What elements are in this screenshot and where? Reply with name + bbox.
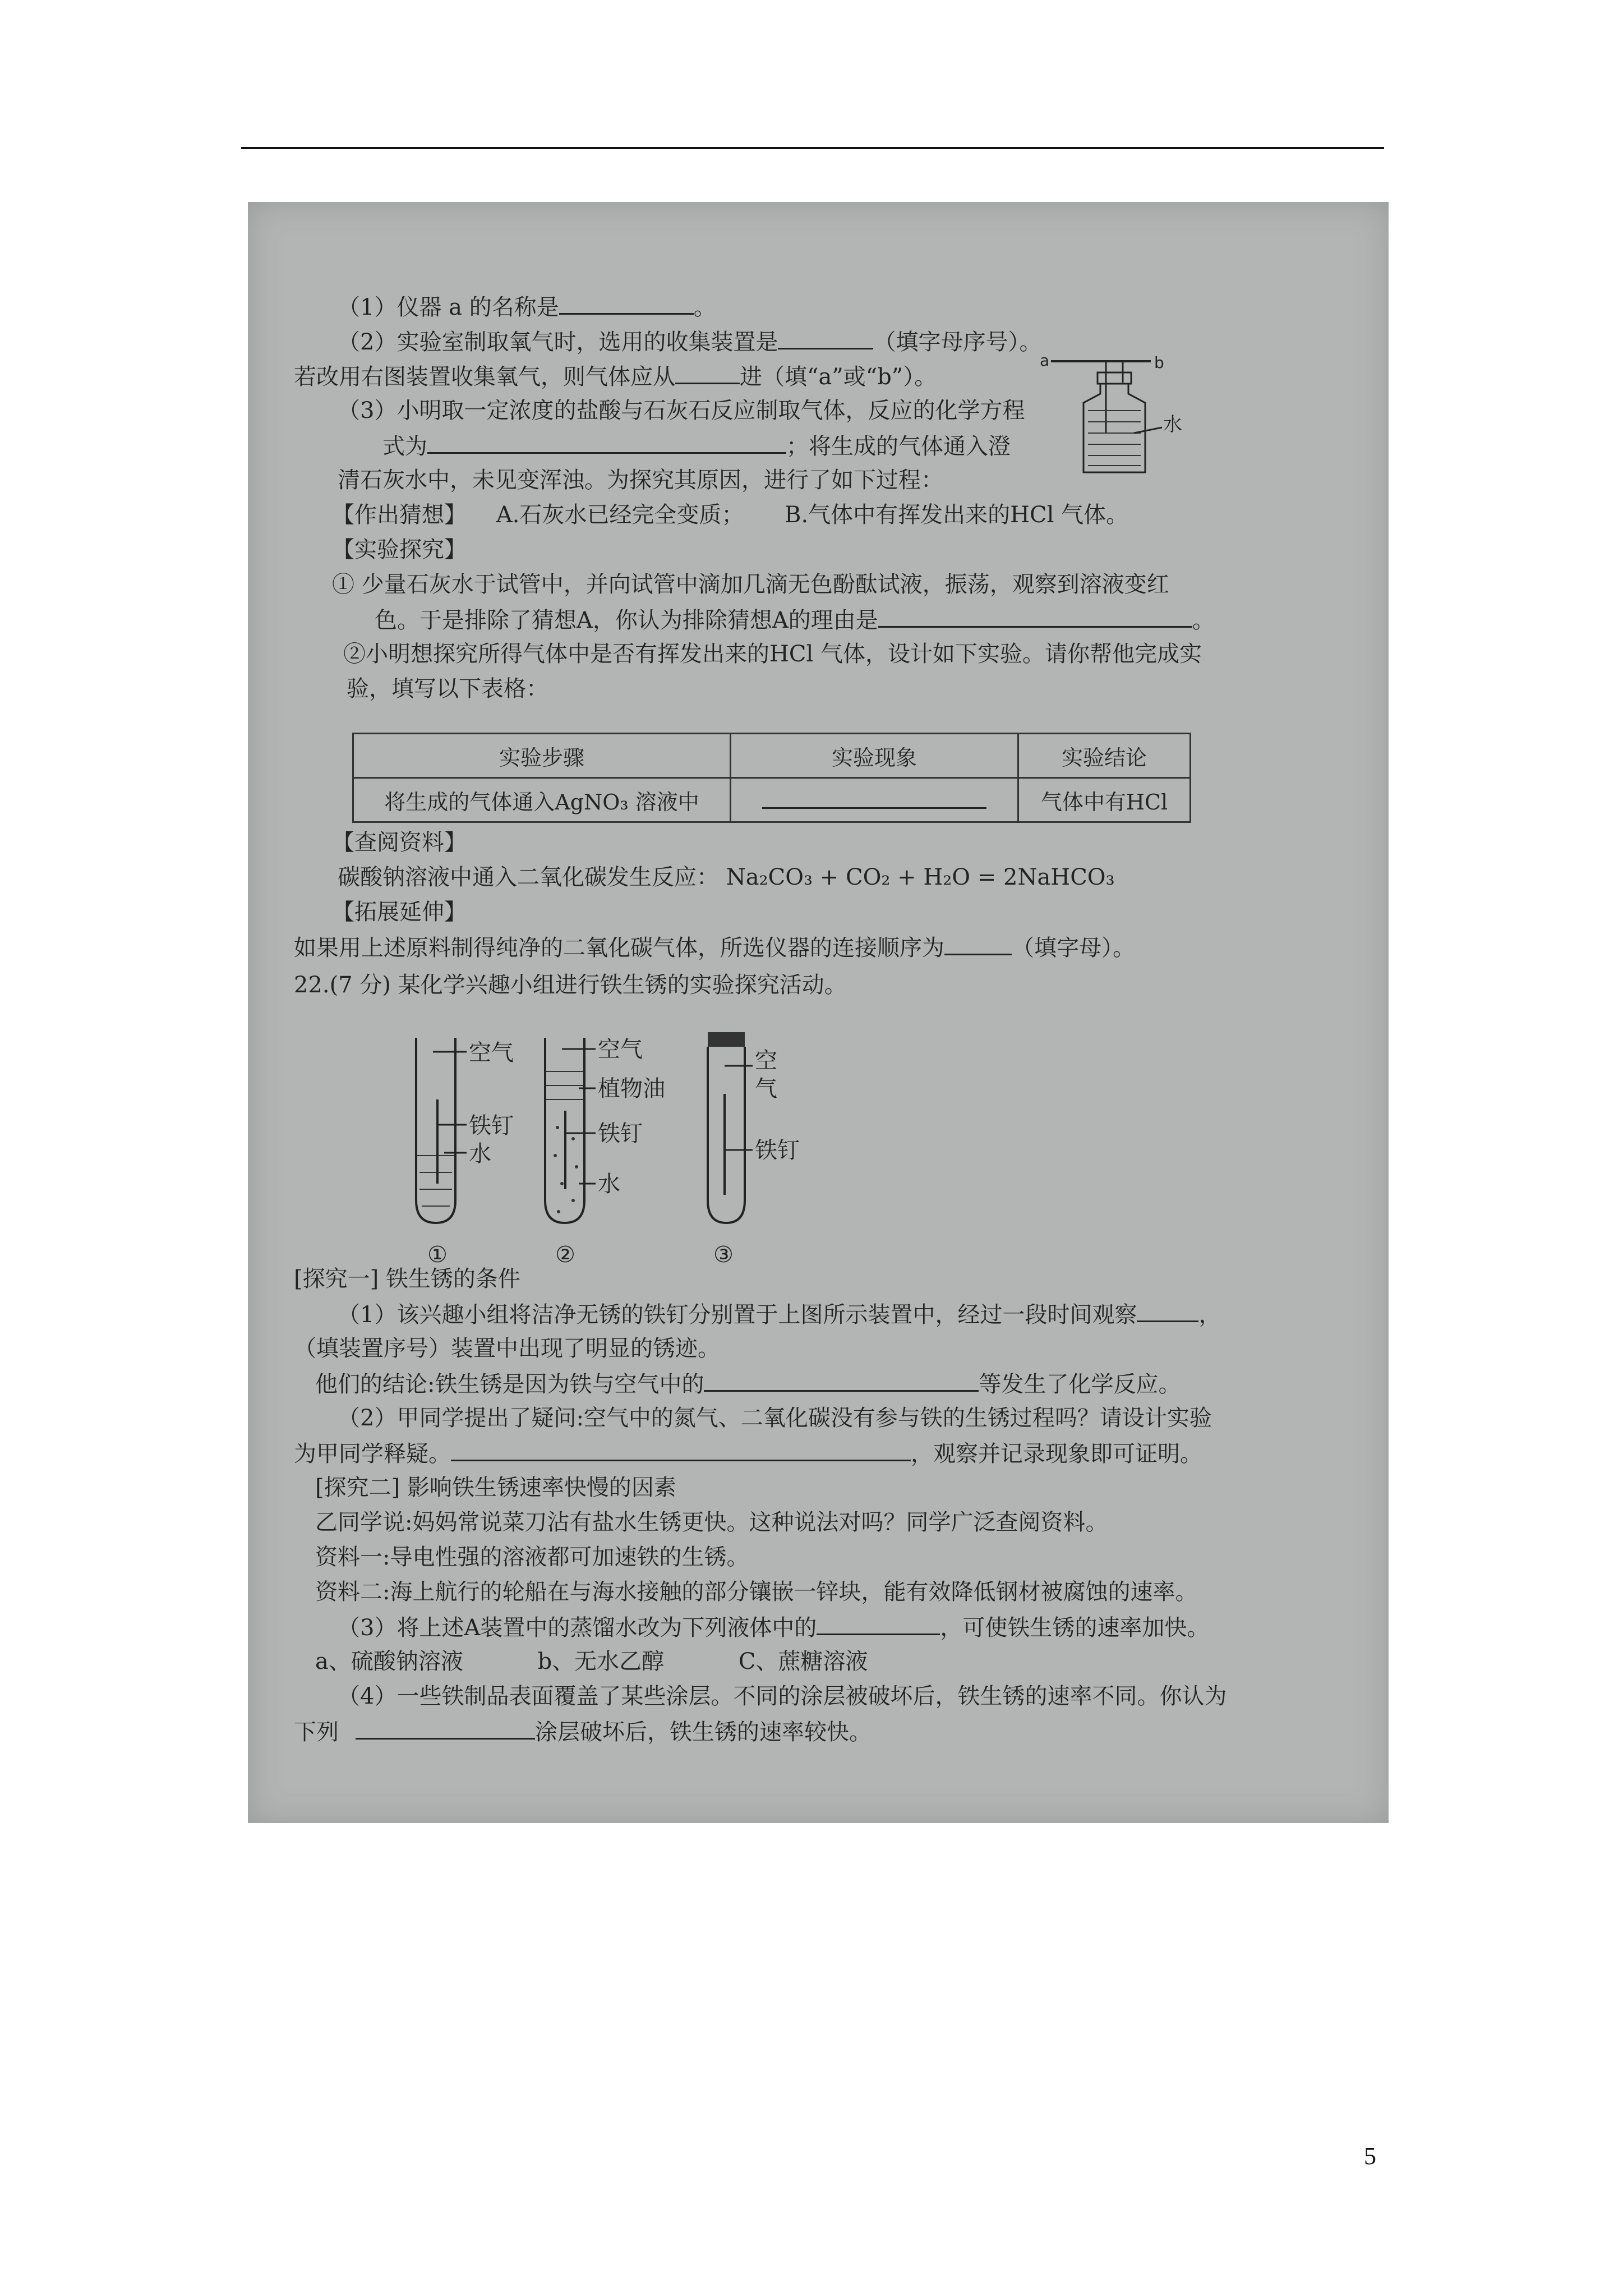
q21-part2b <box>294 361 937 392</box>
s1-part2 <box>338 1404 1212 1433</box>
guess-heading: 【作出猜想】 <box>332 502 467 528</box>
explore-step1b-end: 。 <box>1192 608 1215 633</box>
s1-part1c-text: 他们的结论:铁生锈是因为铁与空气中的 <box>315 1372 704 1397</box>
ref-heading <box>332 828 467 857</box>
explore-step2b <box>347 674 548 703</box>
header-rule <box>241 147 1384 149</box>
ext-heading-text: 【拓展延伸】 <box>332 899 467 925</box>
guess-b: B.气体中有挥发出来的HCl 气体。 <box>785 502 1129 528</box>
tube-1-water-label: 水 <box>469 1141 491 1167</box>
s2-part4b-end: 涂层破坏后，铁生锈的速率较快。 <box>535 1719 872 1745</box>
tube-3-air-label-2: 气 <box>755 1076 777 1102</box>
s2-part3 <box>338 1612 1209 1642</box>
water-label: 水 <box>1163 413 1182 436</box>
q21-part2-end: （填字母序号）。 <box>873 329 1042 355</box>
s1-part2-text: （2）甲同学提出了疑问:空气中的氮气、二氧化碳没有参与铁的生锈过程吗？请设计实验 <box>338 1405 1212 1431</box>
explore-step1b-text: 色。于是排除了猜想A，你认为排除猜想A的理由是 <box>375 608 878 633</box>
answer-blank <box>762 786 986 809</box>
tube-2-air-label: 空气 <box>598 1037 643 1062</box>
q21-part3c <box>338 466 943 495</box>
q21-part3 <box>338 396 1025 425</box>
q22-title-text: 22.(7 分) 某化学兴趣小组进行铁生锈的实验探究活动。 <box>294 972 847 998</box>
s1-part1 <box>338 1299 1221 1329</box>
tube-2-nail-label: 铁钉 <box>598 1121 643 1147</box>
bottle-stopper <box>1098 372 1131 384</box>
tube-3-number: ③ <box>713 1242 734 1268</box>
explore-step2b-text: 验，填写以下表格： <box>347 676 548 702</box>
answer-blank <box>878 605 1192 628</box>
q21-part3c-text: 清石灰水中，未见变浑浊。为探究其原因，进行了如下过程： <box>338 467 943 493</box>
s2-part3-end: ，可使铁生锈的速率加快。 <box>940 1615 1210 1641</box>
explore-heading-text: 【实验探究】 <box>332 537 467 563</box>
tube-2-oil <box>546 1071 583 1099</box>
s2-line-c <box>315 1577 1197 1607</box>
explore-step2 <box>343 639 1202 669</box>
s1-part1b <box>294 1334 720 1363</box>
tube-1-nail-label: 铁钉 <box>469 1113 514 1139</box>
tube-3-stopper <box>708 1032 745 1047</box>
tube-2-number: ② <box>555 1242 575 1268</box>
option-c: C、蔗糖溶液 <box>738 1649 868 1674</box>
table-cell-conclusion: 气体中有HCl <box>1018 778 1191 822</box>
tube-2-water-label: 水 <box>598 1171 620 1197</box>
s2-part4b <box>294 1717 872 1747</box>
s1-part1-text: （1）该兴趣小组将洁净无锈的铁钉分别置于上图所示装置中，经过一段时间观察 <box>338 1302 1137 1328</box>
s2-part4b-text: 下列 <box>294 1719 339 1745</box>
answer-blank <box>704 1369 979 1392</box>
q22-title <box>294 970 847 1000</box>
s2-line-a <box>315 1508 1108 1537</box>
option-b: b、无水乙醇 <box>537 1649 665 1674</box>
table-row <box>353 778 1191 822</box>
ext-text <box>294 932 1135 963</box>
ref-text-content: 碳酸钠溶液中通入二氧化碳发生反应： Na₂CO₃ + CO₂ + H₂O = 2NaHCO₃ <box>338 864 1115 890</box>
q21-part3b-text: 式为 <box>382 434 427 459</box>
s1-part2b-end: ，观察并记录现象即可证明。 <box>911 1441 1202 1467</box>
answer-blank <box>778 326 873 349</box>
explore-step1b <box>375 605 1215 635</box>
explore-step1-text: ① 少量石灰水于试管中，并向试管中滴加几滴无色酚酞试液，振荡，观察到溶液变红 <box>332 572 1169 597</box>
water-pointer <box>1134 427 1162 433</box>
s1-part1c-end: 等发生了化学反应。 <box>979 1372 1181 1397</box>
table-header-row <box>353 734 1191 778</box>
ref-text <box>338 863 1115 892</box>
tube-1-number: ① <box>427 1242 448 1268</box>
table-header: 实验结论 <box>1018 734 1191 778</box>
s2-part3-text: （3）将上述A装置中的蒸馏水改为下列液体中的 <box>338 1615 817 1641</box>
s1-part2b <box>294 1438 1202 1469</box>
tube-3 <box>708 1047 745 1223</box>
q21-part2b-text: 若改用右图装置收集氧气，则气体应从 <box>294 364 675 390</box>
answer-blank <box>356 1717 535 1740</box>
ref-heading-text: 【查阅资料】 <box>332 830 467 855</box>
s1-part2b-text: 为甲同学释疑。 <box>294 1441 451 1467</box>
q21-part1-text: （1）仪器 a 的名称是 <box>338 295 559 320</box>
experiment-table <box>352 733 1191 823</box>
table-cell-phenomenon <box>731 778 1018 822</box>
tube-2-oil-label: 植物油 <box>598 1076 665 1102</box>
s2-line-c-text: 资料二:海上航行的轮船在与海水接触的部分镶嵌一锌块，能有效降低钢材被腐蚀的速率。 <box>315 1579 1198 1605</box>
table-header: 实验现象 <box>731 734 1018 778</box>
ext-text-end: （填字母）。 <box>1012 935 1135 961</box>
q21-part1 <box>338 292 716 322</box>
s1-part1b-text: （填装置序号）装置中出现了明显的锈迹。 <box>294 1336 720 1361</box>
guess-line <box>332 500 1128 530</box>
scanned-exam-photo <box>248 202 1389 1823</box>
s1-heading <box>294 1264 520 1294</box>
s2-line-b-text: 资料一:导电性强的溶液都可加速铁的生锈。 <box>315 1544 749 1570</box>
tube-1 <box>416 1038 455 1223</box>
port-a-label: a <box>1040 351 1050 370</box>
explore-step1 <box>332 570 1169 599</box>
q21-part2-text: （2）实验室制取氧气时，选用的收集装置是 <box>338 329 778 355</box>
s1-part1c <box>315 1369 1181 1399</box>
q21-part3b <box>382 431 1011 461</box>
ext-heading <box>332 898 467 927</box>
explore-step2-text: ②小明想探究所得气体中是否有挥发出来的HCl 气体，设计如下实验。请你帮他完成实 <box>343 641 1202 667</box>
table-cell-step: 将生成的气体通入AgNO₃ 溶液中 <box>353 778 731 822</box>
tube-3-air-label: 空 <box>755 1048 777 1074</box>
s1-part1-end: ， <box>1198 1302 1221 1328</box>
answer-blank <box>427 431 786 454</box>
port-b-label: b <box>1154 353 1164 372</box>
answer-blank <box>1137 1299 1198 1322</box>
s2-line-a-text: 乙同学说:妈妈常说菜刀沾有盐水生锈更快。这种说法对吗？同学广泛查阅资料。 <box>315 1510 1108 1535</box>
q21-part2b-end: 进（填“a”或“b”）。 <box>740 364 937 390</box>
s2-options <box>315 1647 868 1676</box>
bottle-outline <box>1083 384 1145 472</box>
explore-heading <box>332 535 467 564</box>
answer-blank <box>451 1438 911 1461</box>
s2-line-b <box>315 1543 749 1572</box>
guess-a: A.石灰水已经完全变质； <box>496 502 744 528</box>
s2-heading <box>315 1473 676 1502</box>
page-number: 5 <box>1364 2142 1376 2170</box>
s2-heading-text: [探究二] 影响铁生锈速率快慢的因素 <box>315 1475 676 1501</box>
answer-blank <box>944 932 1012 955</box>
option-a: a、硫酸钠溶液 <box>315 1649 463 1674</box>
s1-heading-text: [探究一] 铁生锈的条件 <box>294 1266 520 1292</box>
q21-part3-text: （3）小明取一定浓度的盐酸与石灰石反应制取气体，反应的化学方程 <box>338 398 1025 424</box>
tube-1-water <box>417 1156 454 1206</box>
q21-part3b-end: ；将生成的气体通入澄 <box>786 434 1011 459</box>
s2-part4 <box>338 1682 1227 1711</box>
tube-3-nail-label: 铁钉 <box>755 1138 800 1163</box>
water-lines <box>1088 411 1141 466</box>
q21-part2 <box>338 326 1041 357</box>
answer-blank <box>559 292 694 315</box>
tube-1-air-label: 空气 <box>469 1040 514 1066</box>
q21-part1-end: 。 <box>693 295 716 320</box>
answer-blank <box>675 361 740 384</box>
s2-part4-text: （4）一些铁制品表面覆盖了某些涂层。不同的涂层被破坏后，铁生锈的速率不同。你认为 <box>338 1683 1227 1709</box>
gas-bottle-diagram <box>1039 349 1235 478</box>
ext-text-content: 如果用上述原料制得纯净的二氧化碳气体，所选仪器的连接顺序为 <box>294 935 944 961</box>
table-header: 实验步骤 <box>353 734 731 778</box>
answer-blank <box>817 1612 940 1635</box>
